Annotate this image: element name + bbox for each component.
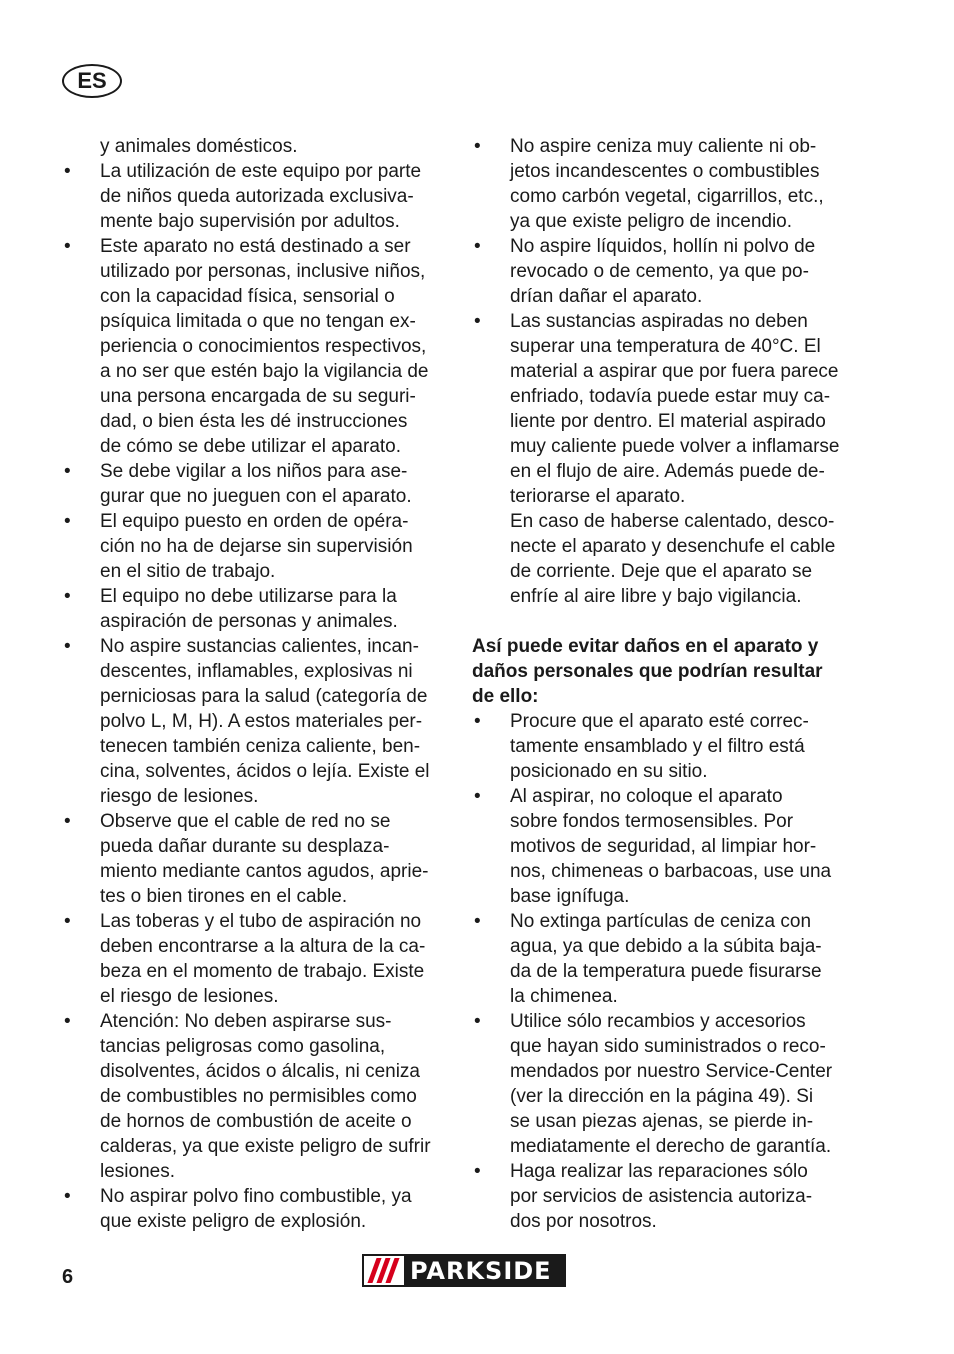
bullet: • [474,786,481,807]
list-item [62,1009,452,1184]
bullet: • [64,586,71,607]
bullet: • [64,236,71,257]
list-item [62,1184,452,1234]
list-item-text: Atención: No deben aspirarse sus- tancias peligrosas como gasolina, disolventes, ácidos o álcalis, ni ceniza de combustibles no permisibles como de hornos de combustión de aceite o calderas, ya que existe peligro de sufrir lesiones. [100,1011,431,1182]
list-item-text: Procure que el aparato esté correc- tamente ensamblado y el filtro está posicionado en su sitio. [510,711,809,782]
bullet: • [474,136,481,157]
list-item-text: No aspire líquidos, hollín ni polvo de revocado o de cemento, ya que po- drían dañar el aparato. [510,236,816,307]
bullet: • [474,311,481,332]
bullet: • [64,911,71,932]
list-item [62,234,452,459]
list-item [472,909,864,1009]
bullet: • [64,511,71,532]
list-item [62,584,452,634]
list-item [62,809,452,909]
list-item-text: El equipo puesto en orden de opéra- ción no ha de dejarse sin supervisión en el sitio de trabajo. [100,511,413,582]
list-item [472,1159,864,1234]
list-item [472,134,864,234]
list-item [472,709,864,784]
bullet: • [64,636,71,657]
list-item-text: Utilice sólo recambios y accesorios que hayan sido suministrados o reco- mendados por nuestro Service-Center (ver la dirección en la página 49). Si se usan piezas ajenas, se pierde in- mediatamente el derecho de garantía. [510,1011,833,1157]
language-badge: ES [62,64,122,98]
bullet: • [474,911,481,932]
list-item-text: Se debe vigilar a los niños para ase- gurar que no jueguen con el aparato. [100,461,412,507]
bullet: • [64,1186,71,1207]
right-column [472,134,864,1234]
list-item [62,459,452,509]
bullet: • [474,1011,481,1032]
bullet: • [64,161,71,182]
list-item [472,1009,864,1159]
list-item-text: No extinga partículas de ceniza con agua, ya que debido a la súbita baja- da de la temperatura puede fisurarse la chimenea. [510,911,822,1007]
bullet: • [474,711,481,732]
bullet: • [474,236,481,257]
logo-slashes-icon [364,1256,404,1285]
list-item-text: Al aspirar, no coloque el aparato sobre fondos termosensibles. Por motivos de seguridad, al limpiar hor- nos, chimeneas o barbacoas, use una base ignífuga. [510,786,832,907]
list-item-text: No aspirar polvo fino combustible, ya que existe peligro de explosión. [100,1186,412,1232]
left-column [62,134,452,1234]
list-item [62,909,452,1009]
bullet: • [64,461,71,482]
continuation-text: En caso de haberse calentado, desco- necte el aparato y desenchufe el cable de corriente. Deje que el aparato se enfríe al aire libre y bajo vigilancia. [510,511,836,607]
list-item [62,159,452,234]
list-item-text: No aspire sustancias calientes, incan- descentes, inflamables, explosivas ni perniciosas para la salud (categoría de polvo L, M, H). A estos materiales per- tenecen también ceniza caliente, ben- cina, solventes, ácidos o lejía. Existe el riesgo de lesiones. [100,636,430,807]
list-item-text: Las toberas y el tubo de aspiración no deben encontrarse a la altura de la ca- beza en el momento de trabajo. Existe el riesgo de lesiones. [100,911,426,1007]
list-item-text: No aspire ceniza muy caliente ni ob- jetos incandescentes o combustibles como carbón vegetal, cigarrillos, etc., ya que existe peligro de incendio. [510,136,824,232]
list-item [472,784,864,909]
parkside-logo [362,1254,566,1287]
list-item-text: Este aparato no está destinado a ser utilizado por personas, inclusive niños, con la capacidad física, sensorial o psíquica limitada o que no tengan ex- periencia o conocimientos respectivos, a no ser que estén bajo la vigilancia de una persona encargada de su seguri- dad, o bien ésta les dé instrucciones de cómo se debe utilizar el aparato. [100,236,429,457]
bullet: • [474,1161,481,1182]
list-item-text: El equipo no debe utilizarse para la aspiración de personas y animales. [100,586,398,632]
list-item [472,309,864,509]
list-item [62,509,452,584]
list-item [62,634,452,809]
list-item-text: Observe que el cable de red no se pueda dañar durante su desplaza- miento mediante cantos agudos, aprie- tes o bien tirones en el cable. [100,811,429,907]
list-item-text: La utilización de este equipo por parte de niños queda autorizada exclusiva- mente bajo supervisión por adultos. [100,161,422,232]
list-item-text: Haga realizar las reparaciones sólo por servicios de asistencia autoriza- dos por nosotros. [510,1161,813,1232]
bullet: • [64,1011,71,1032]
page-number: 6 [62,1266,74,1288]
list-item-text: Las sustancias aspiradas no deben superar una temperatura de 40°C. El material a aspirar que por fuera parece enfriado, todavía puede estar muy ca- liente por dentro. El material aspirado muy caliente puede volver a inflamarse en el flujo de aire. Además puede de- teriorarse el aparato. [510,311,840,507]
continuation-text: y animales domésticos. [100,136,298,157]
section-heading: Así puede evitar daños en el aparato y daños personales que podrían resultar de ello: [472,636,823,707]
list-item [472,234,864,309]
logo-text: PARKSIDE [410,1256,552,1285]
bullet: • [64,811,71,832]
